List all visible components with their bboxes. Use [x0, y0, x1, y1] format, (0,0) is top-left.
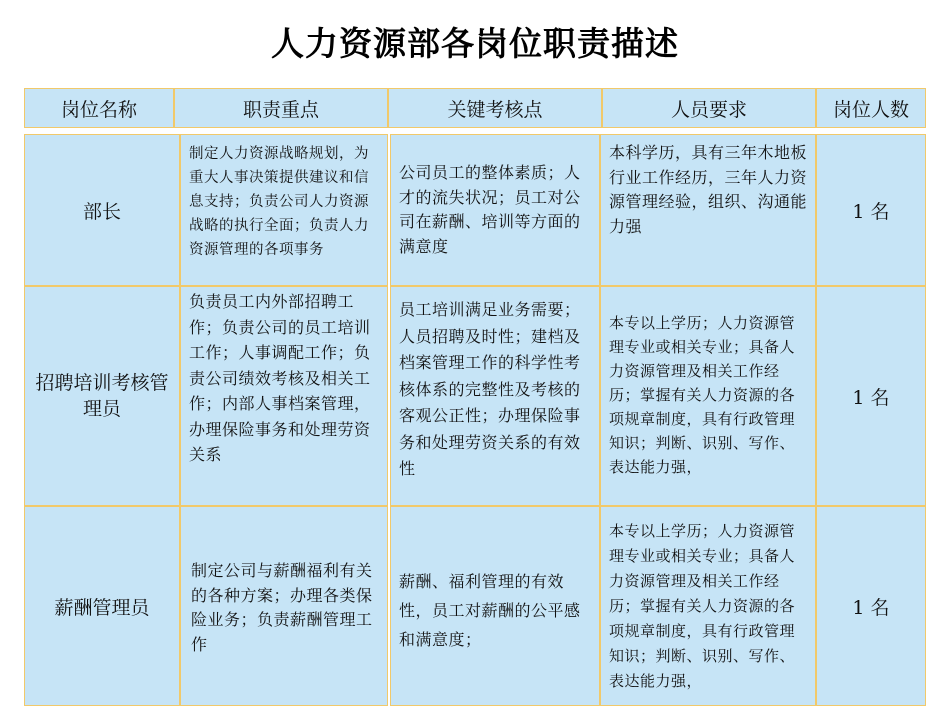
header-headcount: 岗位人数	[816, 88, 926, 128]
page-title: 人力资源部各岗位职责描述	[271, 24, 679, 63]
row2-duties: 负责员工内外部招聘工作；负责公司的员工培训工作；人事调配工作；负责公司绩效考核及相关工作；内部人事档案管理，办理保险事务和处理劳资关系	[180, 286, 388, 506]
header-kpi: 关键考核点	[388, 88, 602, 128]
row2-position-name: 招聘培训考核管理员	[24, 286, 180, 506]
row1-duties: 制定人力资源战略规划，为重大人事决策提供建议和信息支持；负责公司人力资源战略的执行全面；负责人力资源管理的各项事务	[180, 134, 388, 286]
row1-headcount: 1 名	[816, 134, 926, 286]
row3-requirements: 本专以上学历；人力资源管理专业或相关专业；具备人力资源管理及相关工作经历；掌握有关人力资源的各项规章制度，具有行政管理知识；判断、识别、写作、表达能力强，	[600, 506, 816, 706]
header-position-name: 岗位名称	[24, 88, 174, 128]
row2-headcount: 1 名	[816, 286, 926, 506]
header-duties: 职责重点	[174, 88, 388, 128]
row3-position-name: 薪酬管理员	[24, 506, 180, 706]
row3-duties: 制定公司与薪酬福利有关的各种方案；办理各类保险业务；负责薪酬管理工作	[180, 506, 388, 706]
row1-requirements: 本科学历，具有三年木地板行业工作经历，三年人力资源管理经验，组织、沟通能力强	[600, 134, 816, 286]
header-requirements: 人员要求	[602, 88, 816, 128]
row3-headcount: 1 名	[816, 506, 926, 706]
row1-position-name: 部长	[24, 134, 180, 286]
row3-kpi: 薪酬、福利管理的有效性，员工对薪酬的公平感和满意度；	[390, 506, 600, 706]
row2-requirements: 本专以上学历；人力资源管理专业或相关专业；具备人力资源管理及相关工作经历；掌握有关人力资源的各项规章制度，具有行政管理知识；判断、识别、写作、表达能力强，	[600, 286, 816, 506]
row2-kpi: 员工培训满足业务需要；人员招聘及时性；建档及档案管理工作的科学性考核体系的完整性及考核的客观公正性；办理保险事务和处理劳资关系的有效性	[390, 286, 600, 506]
row1-kpi: 公司员工的整体素质；人才的流失状况；员工对公司在薪酬、培训等方面的满意度	[390, 134, 600, 286]
